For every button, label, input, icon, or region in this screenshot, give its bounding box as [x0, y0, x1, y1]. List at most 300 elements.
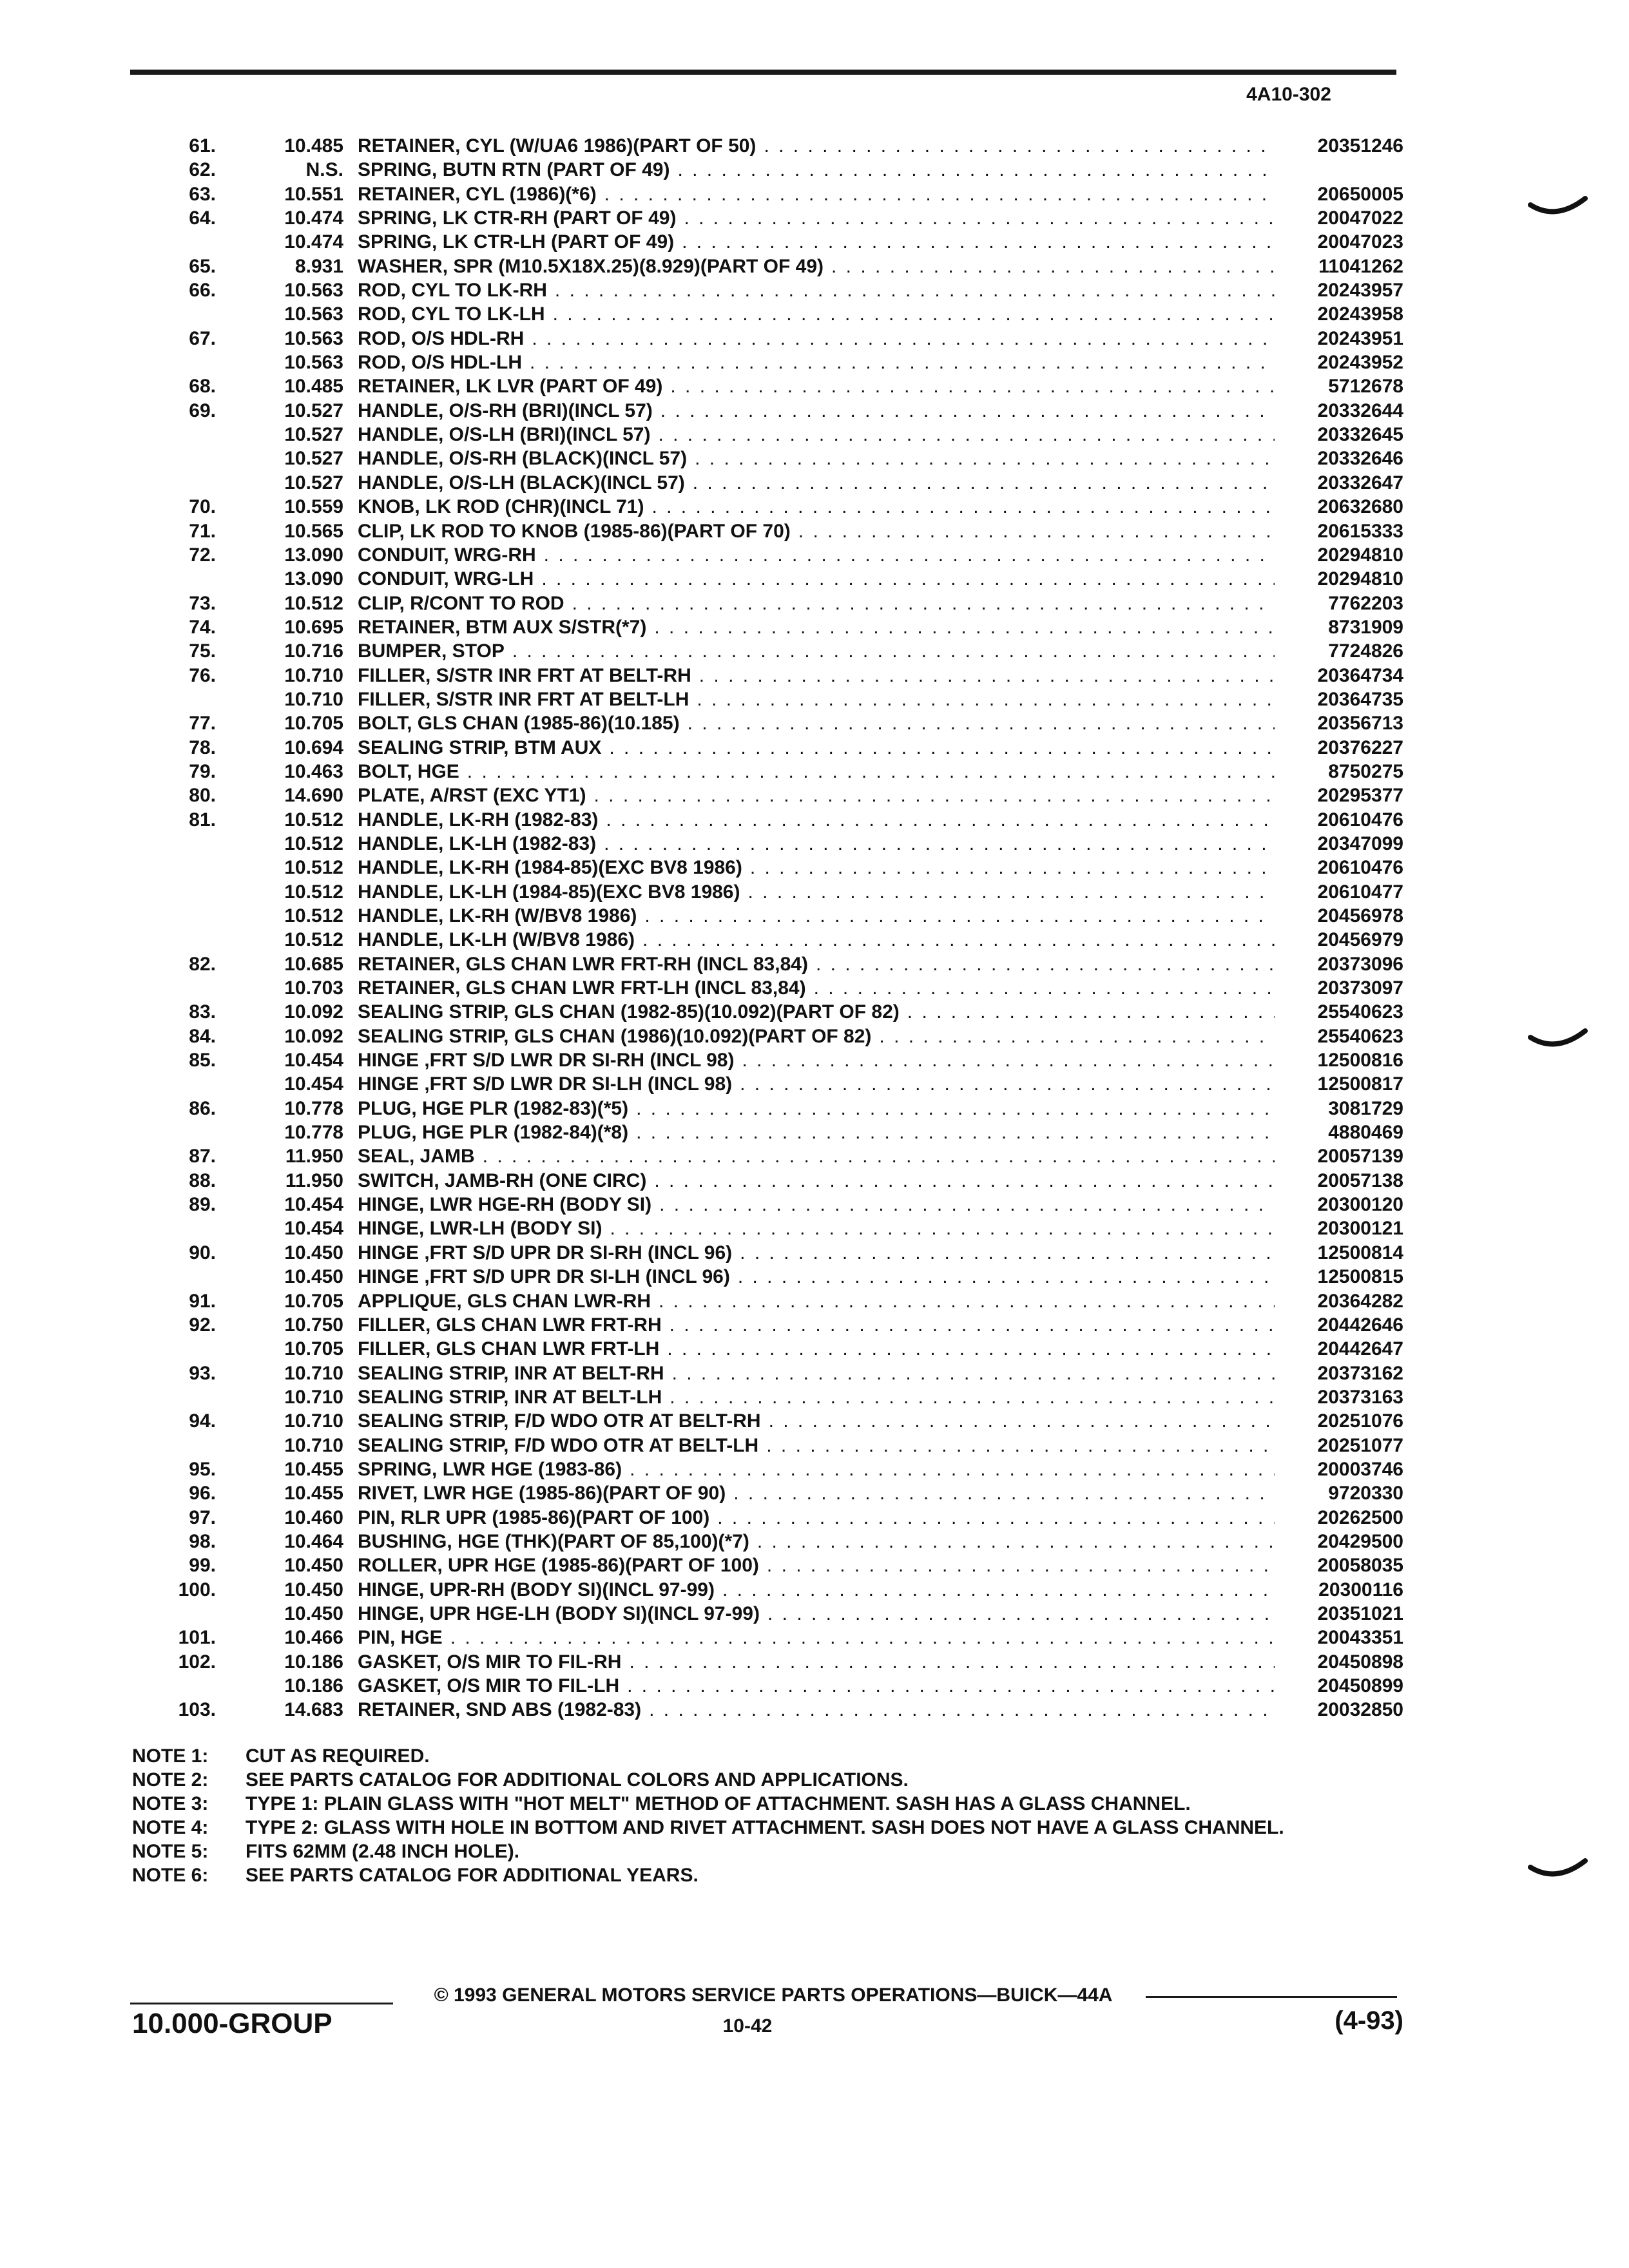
part-number: 20373096 — [1317, 953, 1403, 975]
part-name: RETAINER — [358, 183, 456, 205]
footer-rule-left — [130, 2003, 393, 2004]
part-name: SPRING — [358, 231, 432, 253]
item-number: 67. — [189, 327, 216, 349]
parts-row — [135, 615, 1403, 639]
dot-leader — [653, 399, 1275, 423]
item-number: 90. — [189, 1242, 216, 1264]
item-number: 68. — [189, 376, 216, 398]
group-number: 10.460 — [284, 1506, 343, 1528]
part-detail: , A/RST (EXC YT1) — [419, 785, 586, 807]
description-text — [358, 158, 670, 182]
item-number: 88. — [189, 1169, 216, 1191]
part-name: HANDLE — [358, 399, 438, 421]
description-text — [358, 976, 806, 1000]
item-number: 65. — [189, 255, 216, 277]
part-detail: , O/S-RH (BRI)(INCL 57) — [438, 399, 653, 421]
group-number: 10.512 — [284, 929, 343, 951]
part-name: ROD — [358, 352, 401, 374]
description-text — [358, 1193, 651, 1216]
parts-row — [135, 327, 1403, 351]
item-number: 84. — [189, 1025, 216, 1047]
part-description — [358, 158, 1275, 182]
part-description — [358, 591, 1275, 615]
parts-row — [135, 1553, 1403, 1577]
group-number: 10.454 — [284, 1073, 343, 1095]
part-description — [358, 1216, 1275, 1240]
parts-row — [135, 1409, 1403, 1433]
part-number: 7724826 — [1328, 640, 1403, 662]
parts-row — [135, 302, 1403, 326]
item-number: 83. — [189, 1001, 216, 1023]
part-number: 20610476 — [1317, 809, 1403, 831]
part-detail: , CYL TO LK-LH — [400, 303, 545, 325]
part-description — [358, 567, 1275, 591]
group-number: 13.090 — [284, 568, 343, 590]
part-name: SPRING — [358, 1458, 432, 1480]
note-item — [132, 1744, 1395, 1768]
part-detail: , LK-RH (1984-85)(EXC BV8 1986) — [438, 857, 742, 879]
part-name: SEALING STRIP — [358, 1386, 504, 1408]
group-number: 10.710 — [284, 1362, 343, 1384]
dot-leader — [536, 543, 1275, 567]
part-description — [358, 374, 1275, 398]
description-text — [358, 1337, 659, 1361]
dot-leader — [621, 1650, 1275, 1674]
parts-row — [135, 1289, 1403, 1313]
description-text — [358, 1024, 871, 1048]
part-number: 7762203 — [1328, 592, 1403, 614]
description-text — [358, 471, 685, 495]
item-number: 85. — [189, 1050, 216, 1072]
part-detail: , GLS CHAN LWR FRT-LH (INCL 83,84) — [455, 977, 806, 999]
parts-row — [135, 351, 1403, 374]
item-number: 61. — [189, 135, 216, 157]
part-name: APPLIQUE — [358, 1290, 457, 1312]
dot-leader — [459, 760, 1275, 783]
part-detail: ,FRT S/D UPR DR SI-LH (INCL 96) — [419, 1266, 730, 1288]
group-number: 10.455 — [284, 1483, 343, 1504]
part-detail: , LK ROD (CHR)(INCL 71) — [414, 496, 644, 518]
group-number: 10.710 — [284, 688, 343, 710]
parts-row — [135, 1578, 1403, 1602]
part-name: SPRING — [358, 159, 432, 181]
part-description — [358, 423, 1275, 447]
parts-row — [135, 1097, 1403, 1120]
part-name: SPRING — [358, 207, 432, 229]
part-name: SEALING STRIP — [358, 1410, 504, 1432]
part-name: WASHER — [358, 255, 443, 277]
part-name: FILLER — [358, 1338, 425, 1360]
part-detail: , UPR HGE-LH (BODY SI)(INCL 97-99) — [419, 1602, 760, 1624]
part-number: 20456978 — [1317, 905, 1403, 927]
dot-leader — [644, 495, 1275, 519]
part-number: 20373163 — [1317, 1386, 1403, 1408]
part-detail: , LK-LH (1984-85)(EXC BV8 1986) — [438, 881, 740, 903]
description-text — [358, 1216, 602, 1240]
item-number: 99. — [189, 1555, 216, 1577]
group-number: 10.705 — [284, 1338, 343, 1360]
description-text — [358, 591, 564, 615]
description-text — [358, 615, 646, 639]
parts-row — [135, 230, 1403, 254]
part-description — [358, 1361, 1275, 1385]
part-detail: , RLR UPR (1985-86)(PART OF 100) — [390, 1506, 710, 1528]
part-number: 8731909 — [1328, 616, 1403, 638]
part-number: 12500814 — [1317, 1242, 1403, 1264]
description-text — [358, 447, 687, 470]
dot-leader — [628, 1097, 1275, 1120]
part-description — [358, 1048, 1275, 1072]
part-name: GASKET — [358, 1651, 436, 1673]
dot-leader — [749, 1530, 1275, 1553]
parts-row — [135, 543, 1403, 567]
part-number: 20058035 — [1317, 1555, 1403, 1577]
group-number: 10.512 — [284, 857, 343, 879]
part-number: 8750275 — [1328, 760, 1403, 782]
group-number: 10.485 — [284, 135, 343, 157]
part-detail: , O/S MIR TO FIL-RH — [436, 1651, 622, 1673]
description-text — [358, 1144, 475, 1168]
item-number: 71. — [189, 520, 216, 542]
group-number: 10.551 — [284, 183, 343, 205]
part-number: 25540623 — [1317, 1001, 1403, 1023]
part-detail: , STOP — [441, 640, 505, 662]
description-text — [358, 711, 680, 735]
part-detail: , O/S-RH (BLACK)(INCL 57) — [438, 448, 688, 470]
dot-leader — [808, 952, 1275, 976]
description-text — [358, 495, 644, 519]
group-number: 10.092 — [284, 1025, 343, 1047]
part-number: 3081729 — [1328, 1097, 1403, 1119]
part-description — [358, 302, 1275, 326]
part-name: ROD — [358, 303, 401, 325]
dot-leader — [547, 278, 1275, 302]
group-number: 10.565 — [284, 520, 343, 542]
dot-leader — [522, 351, 1275, 374]
part-number: 20295377 — [1317, 785, 1403, 807]
part-name: HANDLE — [358, 881, 438, 903]
part-detail: , LK-RH (W/BV8 1986) — [438, 905, 637, 927]
description-text — [358, 808, 598, 832]
part-name: RIVET — [358, 1483, 413, 1504]
part-description — [358, 1434, 1275, 1457]
note-text: TYPE 1: PLAIN GLASS WITH "HOT MELT" METHOD OF ATTACHMENT. SASH HAS A GLASS CHANNEL. — [246, 1793, 1191, 1814]
part-detail: ,FRT S/D LWR DR SI-LH (INCL 98) — [419, 1073, 733, 1095]
part-detail: ,FRT S/D UPR DR SI-RH (INCL 96) — [419, 1242, 733, 1264]
note-item — [132, 1816, 1395, 1840]
part-detail: , INR AT BELT-LH — [503, 1386, 662, 1408]
part-number: 20251076 — [1317, 1410, 1403, 1432]
part-number: 20373162 — [1317, 1362, 1403, 1384]
part-name: HINGE — [358, 1218, 419, 1240]
notes-list — [132, 1744, 1395, 1887]
part-number: 20610477 — [1317, 881, 1403, 903]
group-number: 10.559 — [284, 496, 343, 518]
dot-leader — [586, 783, 1275, 807]
part-detail: , LK CTR-LH (PART OF 49) — [432, 231, 675, 253]
dot-leader — [662, 1385, 1275, 1409]
part-number: 20057139 — [1317, 1146, 1403, 1168]
part-description — [358, 1120, 1275, 1144]
item-number: 93. — [189, 1362, 216, 1384]
part-description — [358, 278, 1275, 302]
dot-leader — [732, 1072, 1275, 1096]
item-number: 100. — [178, 1579, 216, 1600]
part-description — [358, 904, 1275, 928]
part-description — [358, 1000, 1275, 1024]
description-text — [358, 1530, 749, 1553]
dot-leader — [622, 1457, 1275, 1481]
part-detail: , HGE — [407, 760, 459, 782]
part-detail: , UPR-RH (BODY SI)(INCL 97-99) — [419, 1579, 715, 1600]
copyright-notice: © 1993 GENERAL MOTORS SERVICE PARTS OPERATIONS—BUICK—44A — [434, 1984, 1113, 2006]
part-name: HINGE — [358, 1579, 419, 1600]
description-text — [358, 1506, 709, 1530]
dot-leader — [806, 976, 1275, 1000]
parts-row — [135, 976, 1403, 1000]
part-name: RETAINER — [358, 616, 456, 638]
parts-row — [135, 1361, 1403, 1385]
group-number: N.S. — [305, 159, 343, 181]
item-number: 92. — [189, 1314, 216, 1336]
part-number: 25540623 — [1317, 1025, 1403, 1047]
item-number: 82. — [189, 953, 216, 975]
part-description — [358, 808, 1275, 832]
note-item — [132, 1840, 1395, 1863]
part-detail: , LK CTR-RH (PART OF 49) — [432, 207, 677, 229]
part-number: 20456979 — [1317, 929, 1403, 951]
part-name: RETAINER — [358, 953, 456, 975]
part-description — [358, 1457, 1275, 1481]
part-number: 20347099 — [1317, 832, 1403, 854]
part-detail: , O/S-LH (BRI)(INCL 57) — [438, 424, 651, 446]
part-number: 20376227 — [1317, 736, 1403, 758]
part-description — [358, 1481, 1275, 1505]
part-number: 20332644 — [1317, 399, 1403, 421]
group-number: 10.512 — [284, 832, 343, 854]
description-text — [358, 904, 637, 928]
dot-leader — [524, 327, 1275, 351]
dot-leader — [900, 1000, 1275, 1024]
part-detail: , LK-LH (1982-83) — [438, 832, 597, 854]
part-name: PIN — [358, 1506, 390, 1528]
group-number: 10.705 — [284, 1290, 343, 1312]
dot-leader — [564, 591, 1275, 615]
group-number: 10.778 — [284, 1122, 343, 1144]
item-number: 94. — [189, 1410, 216, 1432]
group-number: 10.092 — [284, 1001, 343, 1023]
group-number: 11.950 — [285, 1169, 343, 1191]
part-detail: , LK-RH (1982-83) — [438, 809, 599, 831]
group-number: 10.512 — [284, 905, 343, 927]
parts-row — [135, 591, 1403, 615]
part-detail: , GLS CHAN LWR-RH — [456, 1290, 651, 1312]
parts-row — [135, 880, 1403, 904]
part-description — [358, 880, 1275, 904]
parts-row — [135, 423, 1403, 447]
description-text — [358, 856, 742, 879]
parts-row — [135, 495, 1403, 519]
item-number: 66. — [189, 280, 216, 302]
binder-mark-icon — [1527, 1854, 1592, 1893]
part-number: 20300120 — [1317, 1194, 1403, 1216]
description-text — [358, 1097, 628, 1120]
dot-leader — [659, 1337, 1275, 1361]
part-description — [358, 1553, 1275, 1577]
footer-rule-right — [1146, 1996, 1397, 1998]
item-number: 101. — [178, 1627, 216, 1649]
parts-row — [135, 374, 1403, 398]
part-description — [358, 447, 1275, 470]
parts-row — [135, 567, 1403, 591]
part-description — [358, 1578, 1275, 1602]
part-name: RETAINER — [358, 1699, 456, 1721]
part-name: SEALING STRIP — [358, 1362, 504, 1384]
dot-leader — [635, 928, 1275, 952]
part-name: CLIP — [358, 592, 400, 614]
part-detail: , GLS CHAN (1982-85)(10.092)(PART OF 82) — [503, 1001, 900, 1023]
group-number: 10.450 — [284, 1555, 343, 1577]
part-description — [358, 760, 1275, 783]
note-label: NOTE 6: — [132, 1865, 209, 1886]
parts-row — [135, 1313, 1403, 1337]
part-detail: , HGE PLR (1982-83)(*5) — [411, 1097, 629, 1119]
description-text — [358, 374, 662, 398]
dot-leader — [646, 615, 1275, 639]
dot-leader — [651, 1193, 1275, 1216]
parts-row — [135, 1674, 1403, 1698]
group-number: 10.512 — [284, 809, 343, 831]
group-number: 10.563 — [284, 280, 343, 302]
note-item — [132, 1863, 1395, 1887]
description-text — [358, 760, 459, 783]
item-number: 98. — [189, 1530, 216, 1552]
revision-date: (4-93) — [1335, 2006, 1403, 2035]
part-description — [358, 1072, 1275, 1096]
parts-row — [135, 1120, 1403, 1144]
group-number: 10.710 — [284, 1386, 343, 1408]
part-description — [358, 1265, 1275, 1289]
parts-row — [135, 1506, 1403, 1530]
part-number: 20373097 — [1317, 977, 1403, 999]
part-description — [358, 1241, 1275, 1265]
part-description — [358, 1674, 1275, 1698]
parts-row — [135, 1169, 1403, 1193]
description-text — [358, 880, 740, 904]
part-description — [358, 1024, 1275, 1048]
part-number: 20442647 — [1317, 1338, 1403, 1360]
group-number: 10.527 — [284, 472, 343, 494]
part-description — [358, 1097, 1275, 1120]
part-description — [358, 1409, 1275, 1433]
parts-row — [135, 808, 1403, 832]
part-number: 20615333 — [1317, 520, 1403, 542]
part-name: BUMPER — [358, 640, 442, 662]
part-description — [358, 182, 1275, 206]
part-name: BOLT — [358, 760, 407, 782]
part-detail: , LWR HGE (1985-86)(PART OF 90) — [412, 1483, 726, 1504]
part-number: 20262500 — [1317, 1506, 1403, 1528]
part-description — [358, 1506, 1275, 1530]
item-number: 102. — [178, 1651, 216, 1673]
part-description — [358, 783, 1275, 807]
part-detail: , O/S HDL-RH — [400, 327, 525, 349]
part-detail: , O/S MIR TO FIL-LH — [436, 1675, 620, 1696]
part-number: 20356713 — [1317, 713, 1403, 735]
parts-row — [135, 639, 1403, 663]
part-description — [358, 664, 1275, 687]
item-number: 79. — [189, 760, 216, 782]
parts-row — [135, 1000, 1403, 1024]
part-name: HANDLE — [358, 448, 438, 470]
item-number: 72. — [189, 544, 216, 566]
part-detail: , HGE PLR (1982-84)(*8) — [411, 1122, 629, 1144]
group-number: 10.455 — [284, 1458, 343, 1480]
parts-row — [135, 471, 1403, 495]
group-number: 10.710 — [284, 1410, 343, 1432]
parts-row — [135, 278, 1403, 302]
part-name: RETAINER — [358, 135, 456, 157]
description-text — [358, 278, 547, 302]
item-number: 80. — [189, 785, 216, 807]
part-name: ROLLER — [358, 1555, 438, 1577]
dot-leader — [651, 1289, 1275, 1313]
dot-leader — [759, 1553, 1275, 1577]
description-text — [358, 1072, 732, 1096]
description-text — [358, 1385, 662, 1409]
description-text — [358, 134, 756, 158]
part-name: HINGE — [358, 1242, 419, 1264]
part-number: 20243951 — [1317, 327, 1403, 349]
part-detail: , O/S-LH (BLACK)(INCL 57) — [438, 472, 685, 494]
parts-row — [135, 1602, 1403, 1626]
parts-list — [135, 134, 1403, 1722]
parts-row — [135, 255, 1403, 278]
note-text: TYPE 2: GLASS WITH HOLE IN BOTTOM AND RIVET ATTACHMENT. SASH DOES NOT HAVE A GLASS CHANNEL. — [246, 1817, 1284, 1838]
description-text — [358, 1698, 641, 1722]
group-number: 10.778 — [284, 1097, 343, 1119]
dot-leader — [791, 519, 1275, 543]
dot-leader — [664, 1361, 1275, 1385]
parts-row — [135, 1337, 1403, 1361]
part-number: 20294810 — [1317, 544, 1403, 566]
dot-leader — [732, 1241, 1275, 1265]
parts-row — [135, 1434, 1403, 1457]
description-text — [358, 1481, 726, 1505]
dot-leader — [646, 1169, 1275, 1193]
note-label: NOTE 3: — [132, 1793, 209, 1814]
parts-row — [135, 783, 1403, 807]
description-text — [358, 423, 650, 447]
binder-mark-icon — [1527, 1024, 1592, 1063]
parts-row — [135, 1241, 1403, 1265]
parts-row — [135, 664, 1403, 687]
dot-leader — [650, 423, 1275, 447]
dot-leader — [505, 639, 1275, 663]
part-number: 12500817 — [1317, 1073, 1403, 1095]
description-text — [358, 1120, 628, 1144]
description-text — [358, 1602, 760, 1626]
part-number: 11041262 — [1318, 255, 1403, 277]
group-number: 10.563 — [284, 352, 343, 374]
group-number: 10.474 — [284, 231, 343, 253]
item-number: 62. — [189, 159, 216, 181]
group-number: 10.563 — [284, 303, 343, 325]
part-detail: , F/D WDO OTR AT BELT-LH — [503, 1434, 759, 1456]
parts-row — [135, 1216, 1403, 1240]
part-number: 20442646 — [1317, 1314, 1403, 1336]
part-number: 20047022 — [1317, 207, 1403, 229]
